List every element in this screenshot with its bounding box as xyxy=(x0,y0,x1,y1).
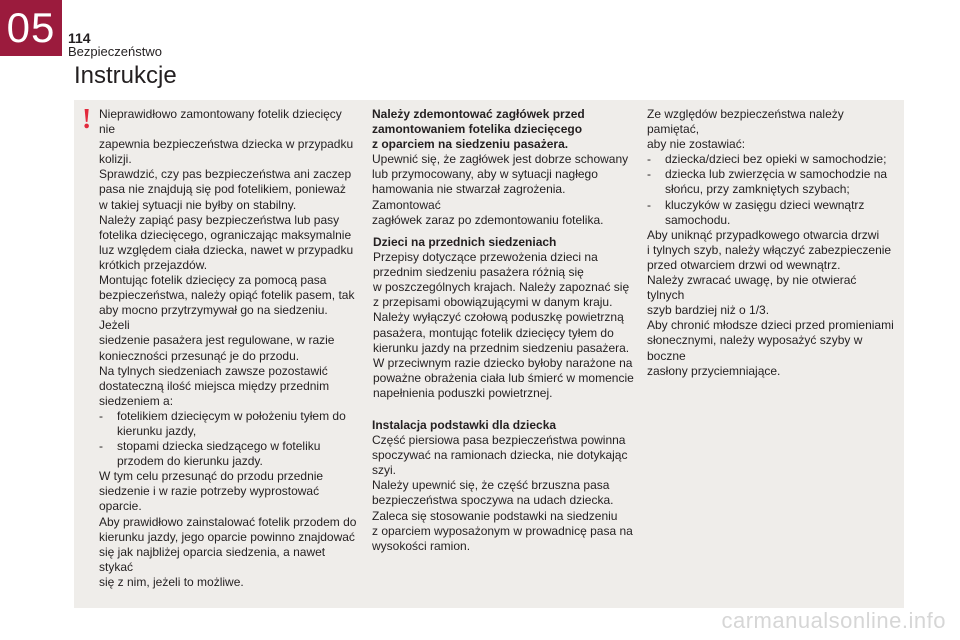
safety-outro xyxy=(647,228,897,379)
bullet-dash: - xyxy=(647,167,651,182)
text-line: spoczywać na ramionach dziecka, nie dotykając xyxy=(372,448,628,463)
text-line: samochodu. xyxy=(665,212,731,227)
headrest-section xyxy=(372,107,634,228)
text-line: w takiej sytuacji nie byłby on stabilny. xyxy=(99,197,297,212)
text-line: Sprawdzić, czy pas bezpieczeństwa ani zaczep xyxy=(99,167,352,182)
text-line: się z nim, jeżeli to możliwe. xyxy=(99,574,244,589)
text-line: słońcu, przy zamkniętych szybach; xyxy=(665,182,850,197)
text-line: słonecznymi, należy wyposażyć szyby w boczne xyxy=(647,333,863,363)
headrest-heading xyxy=(372,107,634,152)
text-line: z przepisami obowiązującymi w danym kraju. xyxy=(373,295,613,310)
text-line: W przeciwnym razie dziecko byłoby narażone na xyxy=(373,355,633,370)
bullet-item xyxy=(647,198,897,228)
text-line: poważne obrażenia ciała lub śmierć w momencie xyxy=(373,370,634,385)
text-line: z oparciem wyposażonym w prowadnicę pasa na xyxy=(372,523,633,538)
text-line: Należy wyłączyć czołową poduszkę powietrzną xyxy=(373,310,624,325)
text-line: Aby prawidłowo zainstalować fotelik przodem do xyxy=(99,514,357,529)
booster-body xyxy=(372,433,634,554)
warning-bullets xyxy=(99,409,361,469)
text-line: Montując fotelik dziecięcy za pomocą pasa xyxy=(99,273,327,288)
text-line: zapewnia bezpieczeństwa dziecka w przypadku xyxy=(99,137,354,152)
text-line: Nieprawidłowo zamontowany fotelik dziecięcy nie xyxy=(99,107,342,137)
text-line: siedzenie i w razie potrzeby wyprostować oparcie. xyxy=(99,484,320,514)
text-line: hamowania nie stwarzał zagrożenia. Zamontować xyxy=(372,182,566,212)
text-line: Część piersiowa pasa bezpieczeństwa powinna xyxy=(372,433,626,448)
bullet-text xyxy=(665,152,897,167)
text-line: przodem do kierunku jazdy. xyxy=(117,454,263,469)
text-line: krótkich przejazdów. xyxy=(99,257,208,272)
safety-column xyxy=(647,107,897,379)
text-line: Należy zwracać uwagę, by nie otwierać tylnych xyxy=(647,273,857,303)
text-line: Upewnić się, że zagłówek jest dobrze schowany xyxy=(372,152,629,167)
text-line: konieczności przesunąć je do przodu. xyxy=(99,348,300,363)
text-line: lub przymocowany, aby w sytuacji nagłego xyxy=(372,167,598,182)
text-line: w poszczególnych krajach. Należy zapoznać się xyxy=(373,280,630,295)
text-line: fotelikiem dziecięcym w położeniu tyłem do xyxy=(117,408,346,423)
text-line: i tylnych szyb, należy włączyć zabezpieczenie xyxy=(647,242,892,257)
text-line: W tym celu przesunąć do przodu przednie xyxy=(99,469,324,484)
text-line: szyb bardziej niż o 1/3. xyxy=(647,303,770,318)
text-line: Na tylnych siedzeniach zawsze pozostawić xyxy=(99,363,328,378)
text-line: kolizji. xyxy=(99,152,132,167)
text-line: kluczyków w zasięgu dzieci wewnątrz xyxy=(665,197,865,212)
bullet-dash: - xyxy=(99,408,103,423)
text-line: dostateczną ilość miejsca między przednim xyxy=(99,378,330,393)
bullet-dash: - xyxy=(647,197,651,212)
bullet-text xyxy=(117,409,361,439)
page-title: Instrukcje xyxy=(74,62,177,89)
text-line: dziecka/dzieci bez opieki w samochodzie; xyxy=(665,152,887,167)
text-line: Przepisy dotyczące przewożenia dzieci na xyxy=(373,250,598,265)
bullet-text xyxy=(665,198,897,228)
text-line: fotelika dziecięcego, ograniczając maksymalnie xyxy=(99,227,352,242)
booster-section xyxy=(372,418,634,554)
text-line: bezpieczeństwa spoczywa na udach dziecka. xyxy=(372,493,614,508)
text-line: przednim siedzeniu pasażera różnią się xyxy=(373,265,584,280)
text-line: Aby chronić młodsze dzieci przed promieniami xyxy=(647,318,894,333)
bullet-item xyxy=(99,409,361,439)
text-line: luz względem ciała dziecka, nawet w przypadku xyxy=(99,242,354,257)
text-line: aby nie zostawiać: xyxy=(647,137,746,152)
warning-column xyxy=(99,107,361,590)
watermark: carmanualsonline.info xyxy=(721,608,946,633)
warning-intro xyxy=(99,107,361,409)
text-line: Zaleca się stosowanie podstawki na siedzeniu xyxy=(372,508,618,523)
text-line: kierunku jazdy, jego oparcie powinno znajdować xyxy=(99,529,355,544)
warning-icon: ! xyxy=(82,104,92,135)
headrest-body xyxy=(372,152,634,227)
page-number: 114 xyxy=(68,30,91,46)
bullet-text xyxy=(665,167,897,197)
text-line: przed otwarciem drzwi od wewnątrz. xyxy=(647,257,841,272)
text-line: siedzeniem a: xyxy=(99,393,174,408)
warning-outro xyxy=(99,469,361,590)
bullet-item xyxy=(647,152,897,167)
front-seats-body xyxy=(373,250,635,401)
text-line: pasa nie znajdują się pod fotelikiem, ponieważ xyxy=(99,182,346,197)
text-line: Należy upewnić się, że część brzuszna pasa xyxy=(372,478,610,493)
text-line: siedzenie pasażera jest regulowane, w razie xyxy=(99,333,335,348)
text-line: zamontowaniem fotelika dziecięcego xyxy=(372,122,583,137)
safety-bullets xyxy=(647,152,897,227)
bullet-text xyxy=(117,439,361,469)
bullet-item xyxy=(99,439,361,469)
text-line: zagłówek zaraz po zdemontowaniu fotelika. xyxy=(372,212,604,227)
booster-heading: Instalacja podstawki dla dziecka xyxy=(372,418,557,432)
text-line: aby mocno przytrzymywał go na siedzeniu. Jeżeli xyxy=(99,303,328,333)
text-line: Aby uniknąć przypadkowego otwarcia drzwi xyxy=(647,227,880,242)
bullet-dash: - xyxy=(99,439,103,454)
text-line: z oparciem na siedzeniu pasażera. xyxy=(372,137,569,152)
text-line: zasłony przyciemniające. xyxy=(647,363,781,378)
text-line: wysokości ramion. xyxy=(372,538,471,553)
text-line: pasażera, montując fotelik dziecięcy tyłem do xyxy=(373,325,614,340)
front-seats-heading: Dzieci na przednich siedzeniach xyxy=(373,235,557,249)
text-line: szyi. xyxy=(372,463,396,478)
section-label: Bezpieczeństwo xyxy=(68,44,162,59)
text-line: kierunku jazdy, xyxy=(117,423,197,438)
text-line: Ze względów bezpieczeństwa należy pamiętać, xyxy=(647,107,844,137)
text-line: się jak najbliżej oparcia siedzenia, a nawet stykać xyxy=(99,544,326,574)
text-line: napełnienia poduszki powietrznej. xyxy=(373,385,553,400)
text-line: stopami dziecka siedzącego w foteliku xyxy=(117,439,321,454)
text-line: Należy zdemontować zagłówek przed xyxy=(372,107,585,121)
text-line: dziecka lub zwierzęcia w samochodzie na xyxy=(665,167,888,182)
text-line: bezpieczeństwa, należy opiąć fotelik pasem, tak xyxy=(99,288,355,303)
bullet-item xyxy=(647,167,897,197)
bullet-dash: - xyxy=(647,152,651,167)
text-line: Należy zapiąć pasy bezpieczeństwa lub pasy xyxy=(99,212,340,227)
safety-intro xyxy=(647,107,897,152)
text-line: kierunku jazdy na przednim siedzeniu pasażera. xyxy=(373,340,630,355)
chapter-number-tab: 05 xyxy=(0,0,62,56)
front-seats-section xyxy=(373,235,635,401)
